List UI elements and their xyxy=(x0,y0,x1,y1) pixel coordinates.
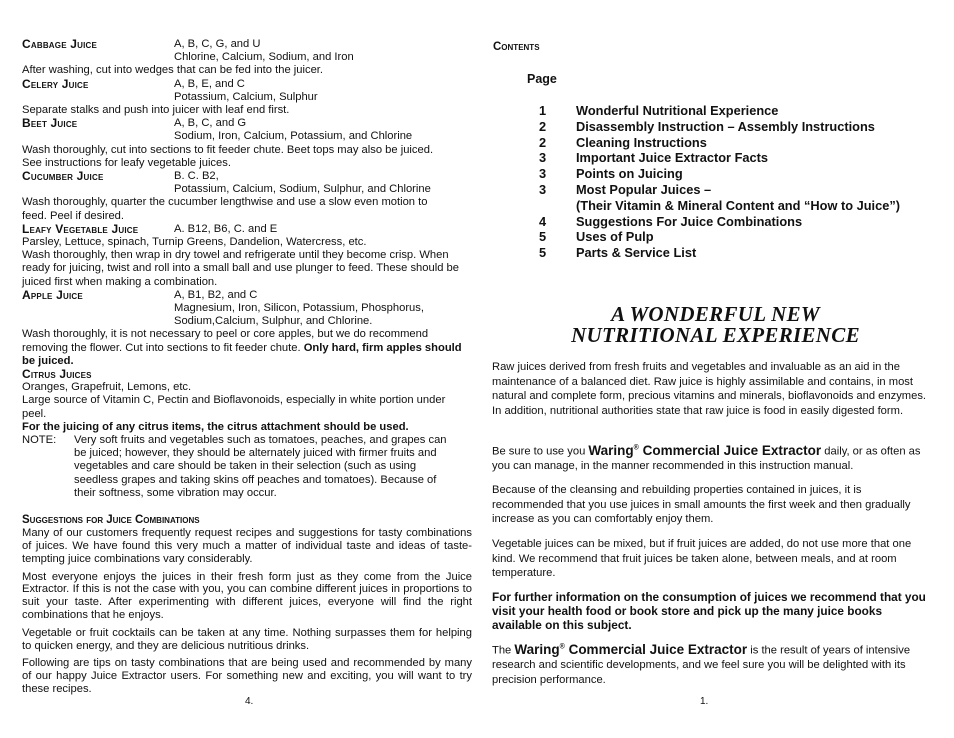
toc-page-number: 4 xyxy=(539,213,547,229)
paragraph: Most everyone enjoys the juices in their fresh form just as they come from the Juice Extractor. If this is not the case with you, you can combine different juices in proportions to suit your taste. After experimenting with different juices, everyone will find the right combinations that he enjoys. xyxy=(22,570,472,621)
paragraph xyxy=(492,441,930,474)
juice-minerals: Potassium, Calcium, Sulphur xyxy=(174,90,318,103)
text: The xyxy=(492,644,515,657)
paragraph: Because of the cleansing and rebuilding properties contained in juices, it is recommended that you use juices in small amounts the first week and then gradually increase as you can comfortably enjoy them. xyxy=(492,484,911,526)
juice-name: Citrus Juices xyxy=(22,366,92,381)
toc-title: Disassembly Instruction – Assembly Instructions xyxy=(576,118,875,134)
page-number: 1. xyxy=(700,696,709,707)
paragraph: Vegetable or fruit cocktails can be taken at any time. Nothing surpasses them for helping to quicken energy, and they are delicious nutritious drinks. xyxy=(22,626,472,652)
apple-instructions: Wash thoroughly, it is not necessary to peel or core apples, but we do recommend removing the flower. Cut into sections to fit feeder chute. xyxy=(22,328,429,354)
registered-mark: ® xyxy=(559,643,565,650)
paragraph xyxy=(492,640,930,687)
toc-title: Parts & Service List xyxy=(576,245,697,261)
note-text: Very soft fruits and vegetables such as tomatoes, peaches, and grapes can be juiced; however, they should be alternately juiced with firmer fruits and vegetables and care should be taken in their selection (such as using seedless grapes and taking skins off peaches and tomatoes). Because of their softness, some vibration may occur. xyxy=(74,433,447,499)
paragraph: Following are tips on tasty combinations that are being used and recommended by many of our happy Juice Extractor users. For something new and exciting, you will want to try these recipes. xyxy=(22,657,472,695)
juice-ingredients: Oranges, Grapefruit, Lemons, etc. xyxy=(22,381,192,394)
juice-instructions: After washing, cut into wedges that can be fed into the juicer. xyxy=(22,64,324,77)
toc-page-number: 2 xyxy=(539,118,547,134)
celery-juice-entry xyxy=(22,78,472,118)
juice-instructions: Wash thoroughly, quarter the cucumber lengthwise and use a slow even motion to feed. Peel if desired. xyxy=(22,196,428,222)
apple-warning: Only hard, firm apples should be juiced. xyxy=(22,341,462,367)
section-title: Suggestions for Juice Combinations xyxy=(22,514,200,526)
paragraph: Vegetable juices can be mixed, but if fruit juices are added, do not use more that one kind. We recommend that fruit juices be taken alone, between meals, and at room temperature. xyxy=(492,538,912,580)
leafy-vegetable-juice-entry xyxy=(22,223,472,289)
toc-page-number: 2 xyxy=(539,134,547,150)
right-page xyxy=(477,0,954,738)
brand-text: Waring xyxy=(514,641,560,657)
toc-page-number: 5 xyxy=(539,245,547,261)
product-name: Commercial Juice Extractor xyxy=(564,641,748,657)
brand-text: Waring xyxy=(588,442,634,458)
toc-title: Wonderful Nutritional Experience xyxy=(576,103,779,118)
contents-title: Contents xyxy=(493,41,540,53)
paragraph: Raw juices derived from fresh fruits and vegetables and invaluable as an aid in the maintenance of a balanced diet. Raw juice is highly assimilable and contains, in most natural and complete form, precious vitamins and minerals, bioflavonoids and enzymes. In addition, nutritional authorities state that raw juice is food in easily digested form. xyxy=(492,361,927,417)
juice-name: Beet Juice xyxy=(22,116,78,131)
juice-list xyxy=(22,38,472,500)
text: daily, or as often as you can manage, in the manner recommended in this instruction manual. xyxy=(492,445,921,473)
page-number: 4. xyxy=(245,696,254,707)
heading-line-1: A WONDERFUL NEW xyxy=(611,302,820,326)
text: Be sure to use you xyxy=(492,445,589,458)
juice-instructions: Separate stalks and push into juicer with leaf end first. xyxy=(22,103,290,116)
toc-page-number: 5 xyxy=(539,229,547,245)
toc-title: Points on Juicing xyxy=(576,166,683,182)
juice-vitamins: A, B, E, and C xyxy=(174,77,245,90)
juice-name: Cabbage Juice xyxy=(22,37,98,51)
juice-name: Cucumber Juice xyxy=(22,168,104,183)
text: is the result of years of intensive research and scientific developments, and we feel sure you will be delighted with its precision performance. xyxy=(492,644,911,686)
juice-instructions: Wash thoroughly, cut into sections to fit feeder chute. Beet tops may also be juiced. See instructions for leafy vegetable juices. xyxy=(22,143,434,169)
juice-ingredients: Parsley, Lettuce, spinach, Turnip Greens, Dandelion, Watercress, etc. xyxy=(22,235,367,248)
toc-page-number: 3 xyxy=(539,166,547,182)
toc-title: Cleaning Instructions xyxy=(576,134,707,150)
citrus-warning: For the juicing of any citrus items, the citrus attachment should be used. xyxy=(22,420,409,433)
heading-line-2: NUTRITIONAL EXPERIENCE xyxy=(571,323,860,347)
juice-minerals: Magnesium, Iron, Silicon, Potassium, Phosphorus, xyxy=(174,301,424,314)
product-name: Commercial Juice Extractor xyxy=(638,442,822,458)
juice-instructions xyxy=(22,328,472,368)
citrus-juices-entry xyxy=(22,368,472,500)
toc-title: Uses of Pulp xyxy=(576,229,654,245)
juice-minerals: Sodium, Iron, Calcium, Potassium, and Chlorine xyxy=(174,130,413,143)
toc-page-number: 1 xyxy=(539,103,547,118)
juice-vitamins: A, B, C, G, and U xyxy=(174,38,261,50)
juice-vitamins: A, B, C, and G xyxy=(174,117,247,130)
apple-juice-entry xyxy=(22,289,472,368)
paragraph: Many of our customers frequently request recipes and suggestions for tasty combinations of juices. We have found this very much a matter of individual taste and ideas of taste-tempting juice combinations vary considerably. xyxy=(22,527,472,565)
juice-name: Leafy Vegetable Juice xyxy=(22,221,139,236)
juice-vitamins: A, B1, B2, and C xyxy=(174,288,258,301)
juice-minerals: Chlorine, Calcium, Sodium, and Iron xyxy=(174,51,354,64)
cabbage-juice-entry xyxy=(22,38,472,78)
juice-minerals-cont: Sodium,Calcium, Sulphur, and Chlorine. xyxy=(174,315,373,328)
brand-name xyxy=(588,443,821,458)
brand-name xyxy=(514,642,747,657)
juice-vitamins: A. B12, B6, C. and E xyxy=(174,222,278,235)
juice-name: Celery Juice xyxy=(22,76,89,91)
registered-mark: ® xyxy=(633,444,639,451)
toc-page-number: 3 xyxy=(539,181,547,197)
toc-title: (Their Vitamin & Mineral Content and “How to Juice”) xyxy=(576,197,900,213)
note xyxy=(22,434,472,500)
recommendation: For further information on the consumption of juices we recommend that you visit your health food or book store and pick up the many juice books available on this subject. xyxy=(492,590,926,632)
cucumber-juice-entry xyxy=(22,170,472,223)
toc-title: Most Popular Juices – xyxy=(576,181,712,197)
juice-vitamins: B. C. B2, xyxy=(174,169,219,182)
suggestions-section xyxy=(22,514,472,696)
toc-title: Important Juice Extractor Facts xyxy=(576,150,769,166)
toc-title: Suggestions For Juice Combinations xyxy=(576,213,803,229)
beet-juice-entry xyxy=(22,117,472,170)
note-label: NOTE: xyxy=(22,433,57,446)
juice-description: Large source of Vitamin C, Pectin and Bioflavonoids, especially in white portion under peel. xyxy=(22,394,446,420)
toc-page-number: 3 xyxy=(539,150,547,166)
juice-instructions: Wash thoroughly, then wrap in dry towel and refrigerate until they become crisp. When ready for juicing, twist and roll into a small ball and use plunger to feed. These should be juiced first when making a combination. xyxy=(22,249,459,288)
juice-minerals: Potassium, Calcium, Sodium, Sulphur, and Chlorine xyxy=(174,183,431,196)
juice-name: Apple Juice xyxy=(22,287,83,302)
section-heading xyxy=(477,304,954,346)
contents-page-label: Page xyxy=(527,72,557,86)
